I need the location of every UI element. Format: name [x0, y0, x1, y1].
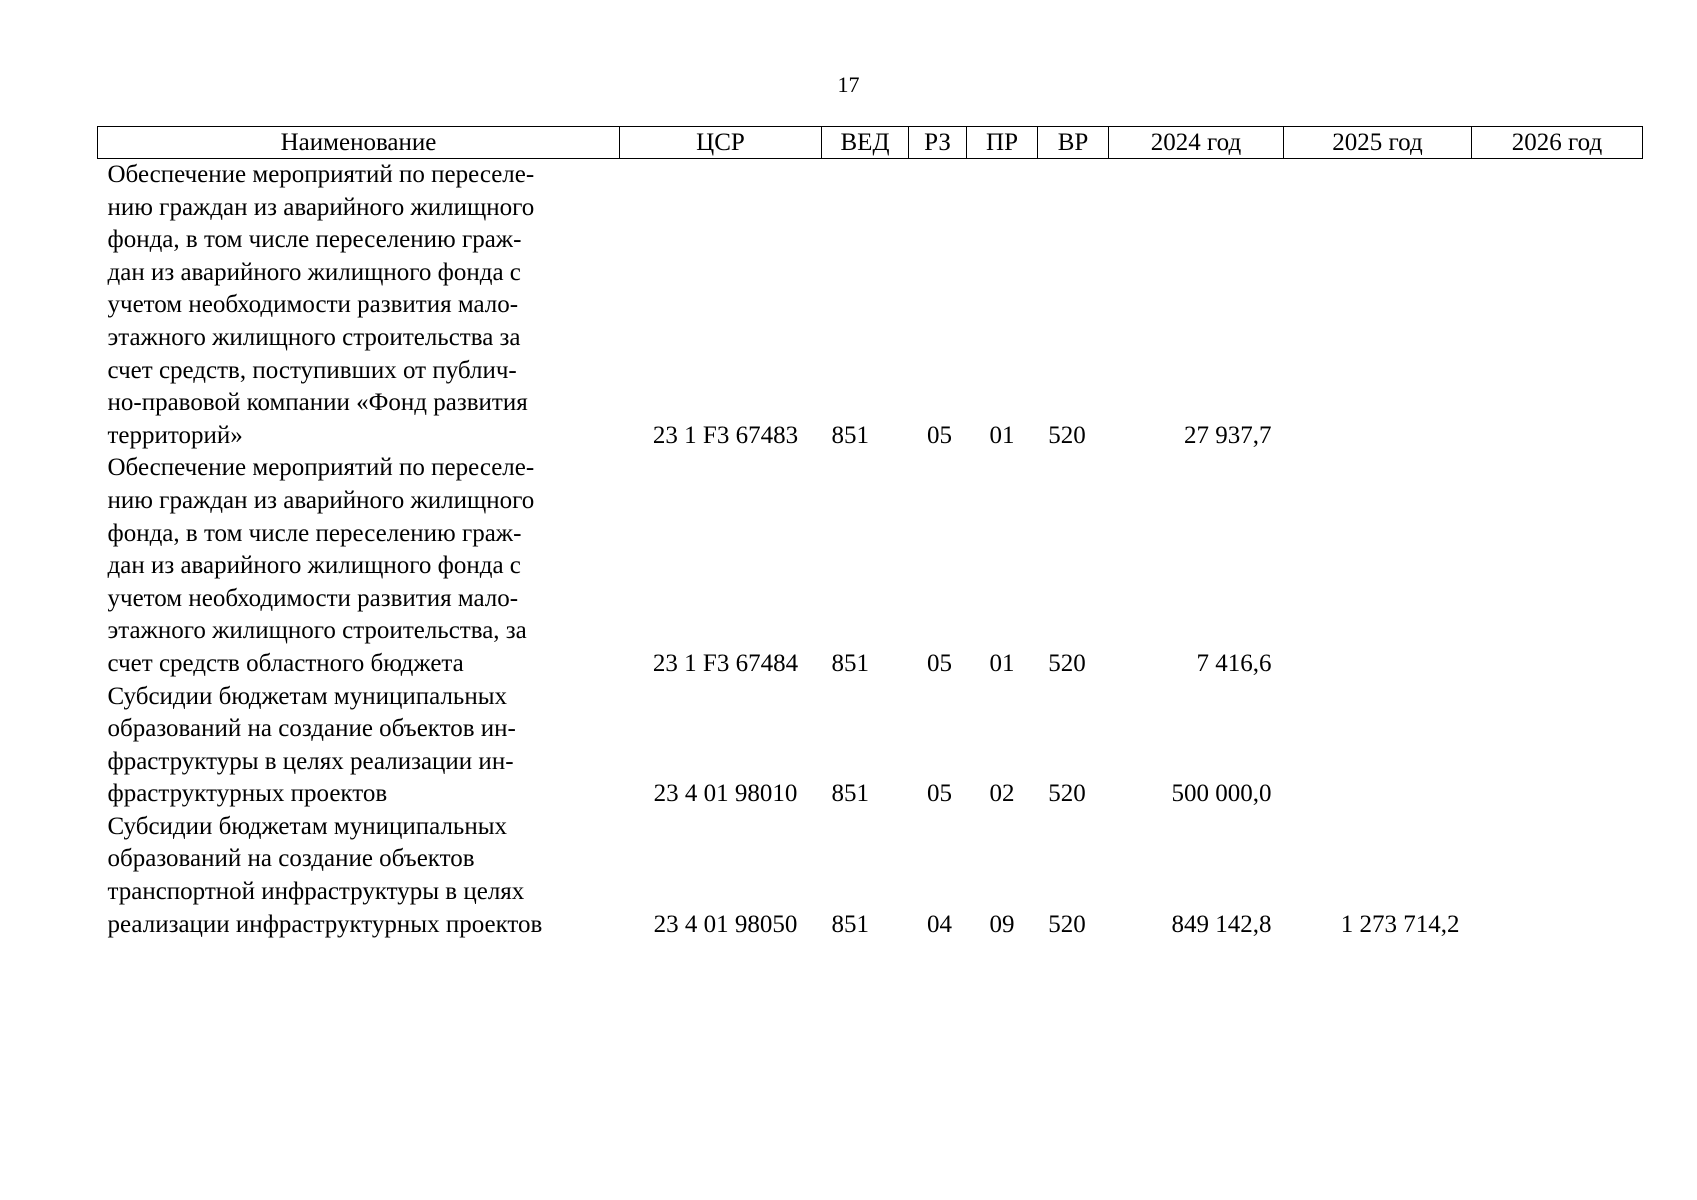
row-2025 [1284, 159, 1472, 453]
page-number: 17 [837, 72, 860, 97]
header-rz: РЗ [909, 127, 967, 159]
row-2026 [1472, 159, 1643, 453]
name-line: дан из аварийного жилищного фонда с [107, 258, 521, 286]
row-rz: 05 [927, 780, 952, 808]
name-line: счет средств, поступивших от публич- [107, 356, 517, 384]
row-csr: 23 4 01 98050 [653, 910, 798, 938]
table-row [98, 681, 1643, 811]
row-vr: 520 [1048, 421, 1086, 449]
name-line: фонда, в том числе переселению граж- [107, 519, 522, 547]
name-line: нию граждан из аварийного жилищного [107, 193, 535, 221]
header-ved: ВЕД [822, 127, 909, 159]
row-rz: 04 [927, 910, 952, 938]
row-pr: 02 [989, 780, 1015, 808]
name-line: реализации инфраструктурных проектов [107, 910, 543, 938]
table-row [98, 811, 1643, 941]
name-line: образований на создание объектов [107, 845, 475, 873]
name-line: счет средств областного бюджета [107, 649, 464, 677]
header-2026: 2026 год [1472, 127, 1643, 159]
name-line: дан из аварийного жилищного фонда с [107, 552, 521, 580]
row-name [98, 811, 620, 941]
table-row [98, 159, 1643, 453]
name-line: Субсидии бюджетам муниципальных [107, 812, 508, 840]
row-vr: 520 [1048, 910, 1086, 938]
header-csr: ЦСР [620, 127, 822, 159]
row-2026 [1472, 681, 1643, 811]
row-2024: 27 937,7 [1184, 421, 1272, 449]
name-line: образований на создание объектов ин- [107, 715, 516, 743]
row-name [98, 452, 620, 680]
header-row [98, 127, 1643, 159]
row-pr: 09 [989, 910, 1015, 938]
budget-table-container [97, 126, 1642, 941]
name-line: Субсидии бюджетам муниципальных [107, 682, 508, 710]
row-csr: 23 1 F3 67484 [652, 649, 799, 677]
row-vr: 520 [1048, 649, 1086, 677]
row-name [98, 681, 620, 811]
name-line: Обеспечение мероприятий по переселе- [107, 161, 535, 188]
name-line: фонда, в том числе переселению граж- [107, 226, 522, 254]
row-pr: 01 [989, 421, 1015, 449]
row-rz: 05 [927, 421, 952, 449]
name-line: учетом необходимости развития мало- [107, 584, 519, 612]
row-2024: 500 000,0 [1171, 780, 1272, 808]
row-ved: 851 [831, 910, 869, 938]
row-ved: 851 [831, 421, 869, 449]
name-line: транспортной инфраструктуры в целях [107, 878, 525, 906]
row-name [98, 159, 620, 453]
header-2024: 2024 год [1109, 127, 1284, 159]
name-line: но-правовой компании «Фонд развития [107, 389, 528, 417]
table-row [98, 452, 1643, 680]
header-2025: 2025 год [1284, 127, 1472, 159]
name-line: территорий» [107, 421, 243, 449]
row-ved: 851 [831, 780, 869, 808]
header-vr: ВР [1038, 127, 1109, 159]
table-body [98, 159, 1643, 942]
row-rz: 05 [927, 649, 952, 677]
row-2024: 7 416,6 [1196, 649, 1272, 677]
name-line: учетом необходимости развития мало- [107, 291, 519, 319]
header-pr: ПР [967, 127, 1038, 159]
header-name: Наименование [98, 127, 620, 159]
row-2026 [1472, 452, 1643, 680]
name-line: нию граждан из аварийного жилищного [107, 486, 535, 514]
row-pr: 01 [989, 649, 1015, 677]
budget-table [97, 126, 1643, 941]
row-vr: 520 [1048, 780, 1086, 808]
row-2025: 1 273 714,2 [1340, 910, 1460, 938]
row-2025 [1284, 452, 1472, 680]
name-line: Обеспечение мероприятий по переселе- [107, 454, 535, 482]
row-2026 [1472, 811, 1643, 941]
row-2025 [1284, 681, 1472, 811]
name-line: фраструктурных проектов [107, 780, 388, 808]
name-line: этажного жилищного строительства за [107, 323, 521, 351]
row-csr: 23 4 01 98010 [653, 780, 798, 808]
name-line: этажного жилищного строительства, за [107, 617, 527, 645]
table-header [98, 127, 1643, 159]
row-csr: 23 1 F3 67483 [652, 421, 799, 449]
name-line: фраструктуры в целях реализации ин- [107, 747, 514, 775]
row-2024: 849 142,8 [1171, 910, 1272, 938]
row-ved: 851 [831, 649, 869, 677]
